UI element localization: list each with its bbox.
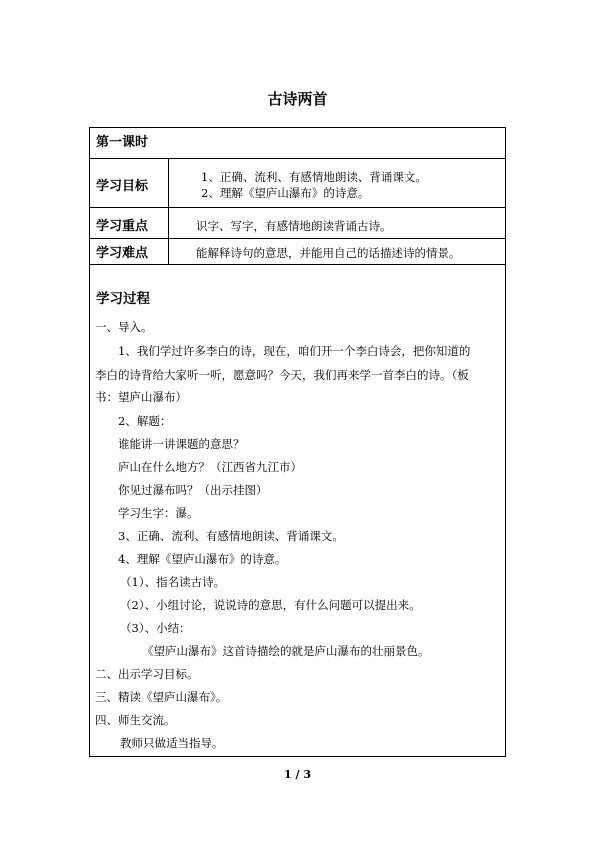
key-points-text: 识字、写字，有感情地朗读背诵古诗。	[196, 219, 392, 233]
process-heading: 学习过程	[96, 291, 150, 307]
page-number: 1 / 3	[284, 768, 311, 781]
process-line: 《望庐山瀑布》这首诗描绘的就是庐山瀑布的壮丽景色。	[142, 644, 430, 658]
process-line: 1、我们学过许多李白的诗，现在，咱们开一个李白诗会，把你知道的	[95, 344, 471, 358]
objectives-line-1: 1、正确、流利、有感情地朗读、背诵课文。	[201, 170, 427, 184]
label-column-divider	[168, 159, 169, 264]
divider	[90, 264, 505, 265]
process-line: 二、出示学习目标。	[95, 667, 199, 681]
key-points-label: 学习重点	[96, 219, 149, 234]
divider	[90, 207, 505, 208]
process-line: （3）、小结：	[120, 621, 191, 635]
difficulty-text: 能解释诗句的意思，并能用自己的话描述诗的情景。	[196, 246, 461, 260]
process-line: （1）、指名读古诗。	[120, 575, 226, 589]
process-line: 你见过瀑布吗？（出示挂图）	[118, 483, 268, 497]
process-line: 2、解题：	[118, 414, 172, 428]
process-line: （2）、小组讨论，说说诗的意思，有什么问题可以提出来。	[120, 598, 421, 612]
process-line: 三、精读《望庐山瀑布》。	[95, 690, 228, 704]
lesson-label: 第一课时	[96, 135, 149, 150]
process-line: 4、理解《望庐山瀑布》的诗意。	[118, 552, 287, 566]
difficulty-label: 学习难点	[96, 246, 149, 261]
process-line: 教师只做适当指导。	[120, 736, 224, 750]
process-line: 3、正确、流利、有感情地朗读、背诵课文。	[118, 529, 344, 543]
process-line: 李白的诗背给大家听一听，愿意吗？今天，我们再来学一首李白的诗。（板	[95, 368, 469, 382]
objectives-line-2: 2、理解《望庐山瀑布》的诗意。	[201, 186, 370, 200]
divider	[90, 158, 505, 159]
process-line: 一、导入。	[95, 320, 153, 334]
process-line: 书：望庐山瀑布）	[95, 390, 187, 404]
process-line: 四、师生交流。	[95, 713, 176, 727]
divider	[90, 238, 505, 239]
process-line: 谁能讲一讲课题的意思？	[118, 437, 245, 451]
process-line: 庐山在什么地方？（江西省九江市）	[118, 460, 302, 474]
process-line: 学习生字：瀑。	[118, 506, 199, 520]
document-title: 古诗两首	[267, 90, 328, 108]
objectives-label: 学习目标	[96, 179, 149, 194]
lesson-table	[89, 127, 506, 757]
